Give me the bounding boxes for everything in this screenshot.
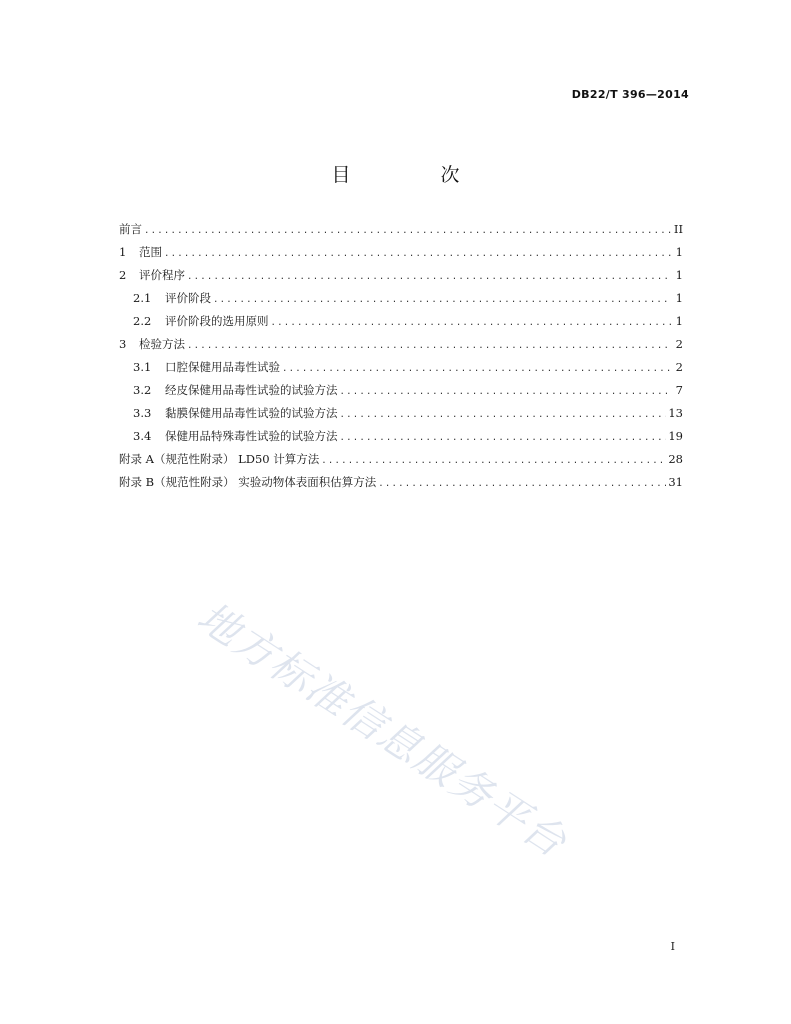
dot-leader [144,220,671,243]
toc-label: 评价程序 [139,268,185,282]
toc-number: 3.1 [133,360,152,374]
toc-entry-oral-toxicity[interactable] [119,356,683,379]
page-title: 目 次 [331,164,502,186]
toc-label: 前言 [119,222,142,236]
toc-number: 2 [119,268,127,282]
toc-entry-scope[interactable] [119,241,683,264]
toc-page: 2 [675,360,683,374]
dot-leader [164,243,671,266]
toc-page: 1 [675,291,683,305]
toc-number: 2.1 [133,291,152,305]
toc-page: 31 [668,475,683,489]
page-number: I [670,940,675,953]
dot-leader [282,358,671,381]
toc-page: 1 [675,245,683,259]
toc-page: II [673,222,683,236]
toc-label: 附录 B（规范性附录） 实验动物体表面积估算方法 [119,475,377,489]
dot-leader [340,427,667,450]
dot-leader [321,450,666,473]
toc-entry-mucosal-toxicity[interactable] [119,402,683,425]
toc-number: 3.3 [133,406,152,420]
toc-label: 黏膜保健用品毒性试验的试验方法 [165,406,338,420]
toc-page: 13 [668,406,683,420]
toc-label: 检验方法 [139,337,185,351]
dot-leader [378,473,666,496]
toc-entry-dermal-toxicity[interactable] [119,379,683,402]
dot-leader [213,289,671,312]
toc-entry-preface[interactable] [119,218,683,241]
table-of-contents [119,218,683,494]
toc-number: 1 [119,245,127,259]
toc-number: 3 [119,337,127,351]
dot-leader [187,266,671,289]
dot-leader [340,404,667,427]
toc-label: 附录 A（规范性附录） LD50 计算方法 [119,452,320,466]
toc-number: 2.2 [133,314,152,328]
watermark: 地方标准信息服务平台 [188,592,576,867]
toc-entry-stage-selection[interactable] [119,310,683,333]
toc-label: 口腔保健用品毒性试验 [165,360,280,374]
toc-entry-appendix-b[interactable] [119,471,683,494]
toc-page: 2 [675,337,683,351]
toc-label: 评价阶段的选用原则 [165,314,269,328]
dot-leader [271,312,672,335]
toc-entry-test-methods[interactable] [119,333,683,356]
toc-page: 7 [675,383,683,397]
toc-number: 3.4 [133,429,152,443]
toc-entry-evaluation-stages[interactable] [119,287,683,310]
toc-entry-evaluation-procedure[interactable] [119,264,683,287]
toc-label: 范围 [139,245,162,259]
dot-leader [340,381,672,404]
toc-entry-appendix-a[interactable] [119,448,683,471]
dot-leader [187,335,671,358]
toc-entry-special-toxicity[interactable] [119,425,683,448]
toc-label: 评价阶段 [165,291,211,305]
toc-page: 19 [668,429,683,443]
toc-label: 经皮保健用品毒性试验的试验方法 [165,383,338,397]
standard-code: DB22/T 396—2014 [571,88,689,101]
toc-page: 1 [675,314,683,328]
toc-page: 1 [675,268,683,282]
toc-page: 28 [668,452,683,466]
toc-label: 保健用品特殊毒性试验的试验方法 [165,429,338,443]
toc-number: 3.2 [133,383,152,397]
